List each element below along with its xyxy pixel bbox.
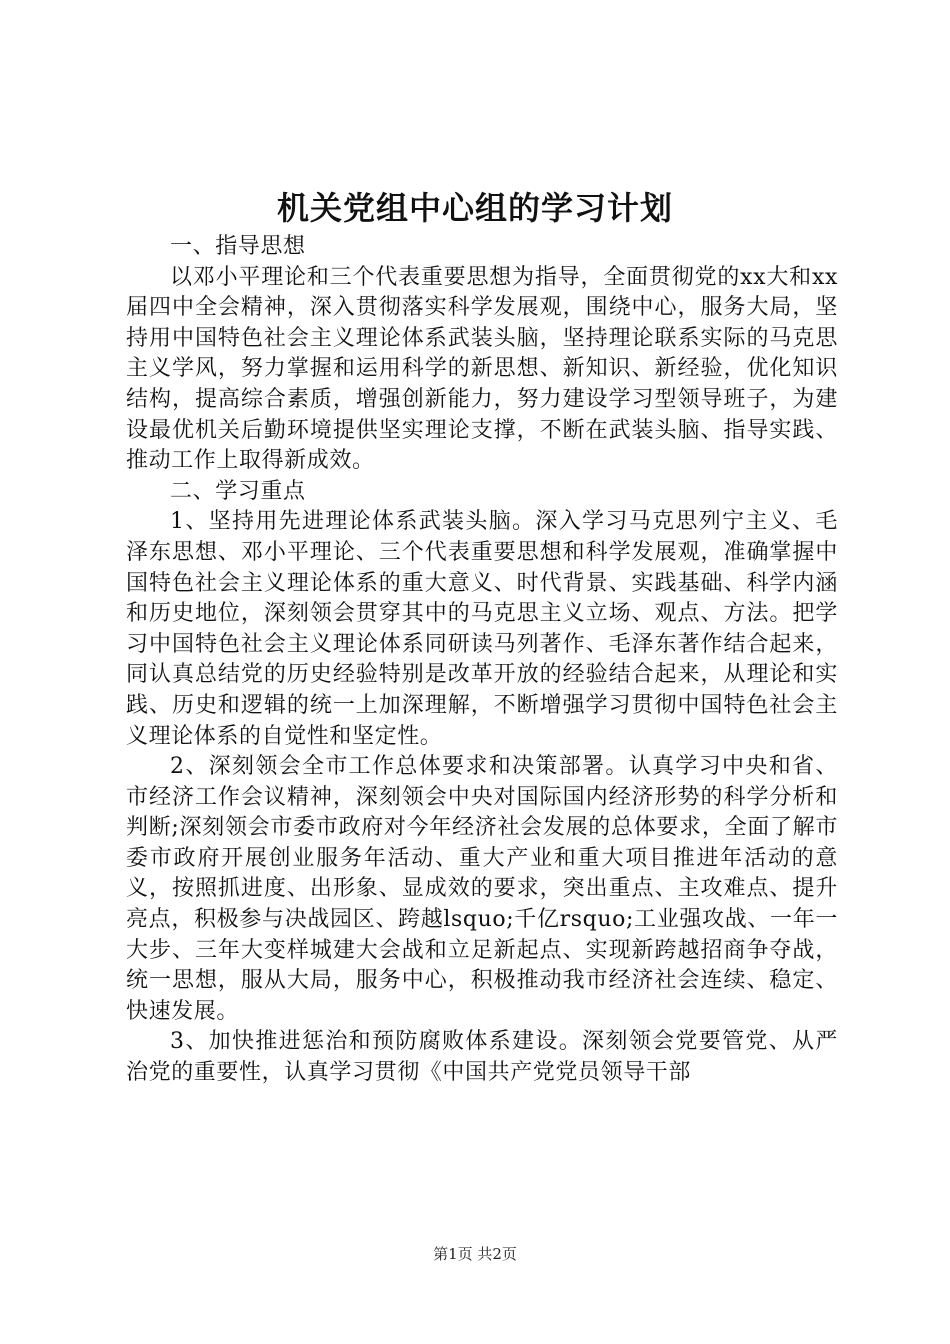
document-body bbox=[126, 232, 838, 1089]
page-footer: 第1页 共2页 bbox=[433, 1245, 517, 1263]
document-title: 机关党组中心组的学习计划 bbox=[276, 189, 673, 227]
paragraph-focus-1: 1、坚持用先进理论体系武装头脑。深入学习马克思列宁主义、毛泽东思想、邓小平理论、三个代表重要思想和科学发展观，准确掌握中国特色社会主义理论体系的重大意义、时代背景、实践基础、科学内涵和历史地位，深刻领会贯穿其中的马克思主义立场、观点、方法。把学习中国特色社会主义理论体系同研读马列著作、毛泽东著作结合起来，同认真总结党的历史经验特别是改革开放的经验结合起来，从理论和实践、历史和逻辑的统一上加深理解，不断增强学习贯彻中国特色社会主义理论体系的自觉性和坚定性。 bbox=[126, 509, 838, 749]
paragraph-focus-3: 3、加快推进惩治和预防腐败体系建设。深刻领会党要管党、从严治党的重要性，认真学习贯彻《中国共产党党员领导干部 bbox=[126, 1029, 838, 1086]
paragraph-guiding-ideology: 以邓小平理论和三个代表重要思想为指导，全面贯彻党的xx大和xx届四中全会精神，深入贯彻落实科学发展观，围绕中心，服务大局，坚持用中国特色社会主义理论体系武装头脑，坚持理论联系实际的马克思主义学风，努力掌握和运用科学的新思想、新知识、新经验，优化知识结构，提高综合素质，增强创新能力，努力建设学习型领导班子，为建设最优机关后勤环境提供坚实理论支撑，不断在武装头脑、指导实践、推动工作上取得新成效。 bbox=[126, 264, 838, 474]
section-heading-guiding-ideology: 一、指导思想 bbox=[170, 234, 306, 259]
paragraph-focus-2: 2、深刻领会全市工作总体要求和决策部署。认真学习中央和省、市经济工作会议精神，深刻领会中央对国际国内经济形势的科学分析和判断;深刻领会市委市政府对今年经济社会发展的总体要求，全面了解市委市政府开展创业服务年活动、重大产业和重大项目推进年活动的意义，按照抓进度、出形象、显成效的要求，突出重点、主攻难点、提升亮点，积极参与决战园区、跨越lsquo;千亿rsquo;工业强攻战、一年一大步、三年大变样城建大会战和立足新起点、实现新跨越招商争夺战，统一思想，服从大局，服务中心，积极推动我市经济社会连续、稳定、快速发展。 bbox=[126, 754, 838, 1024]
section-heading-study-focus: 二、学习重点 bbox=[170, 478, 306, 504]
